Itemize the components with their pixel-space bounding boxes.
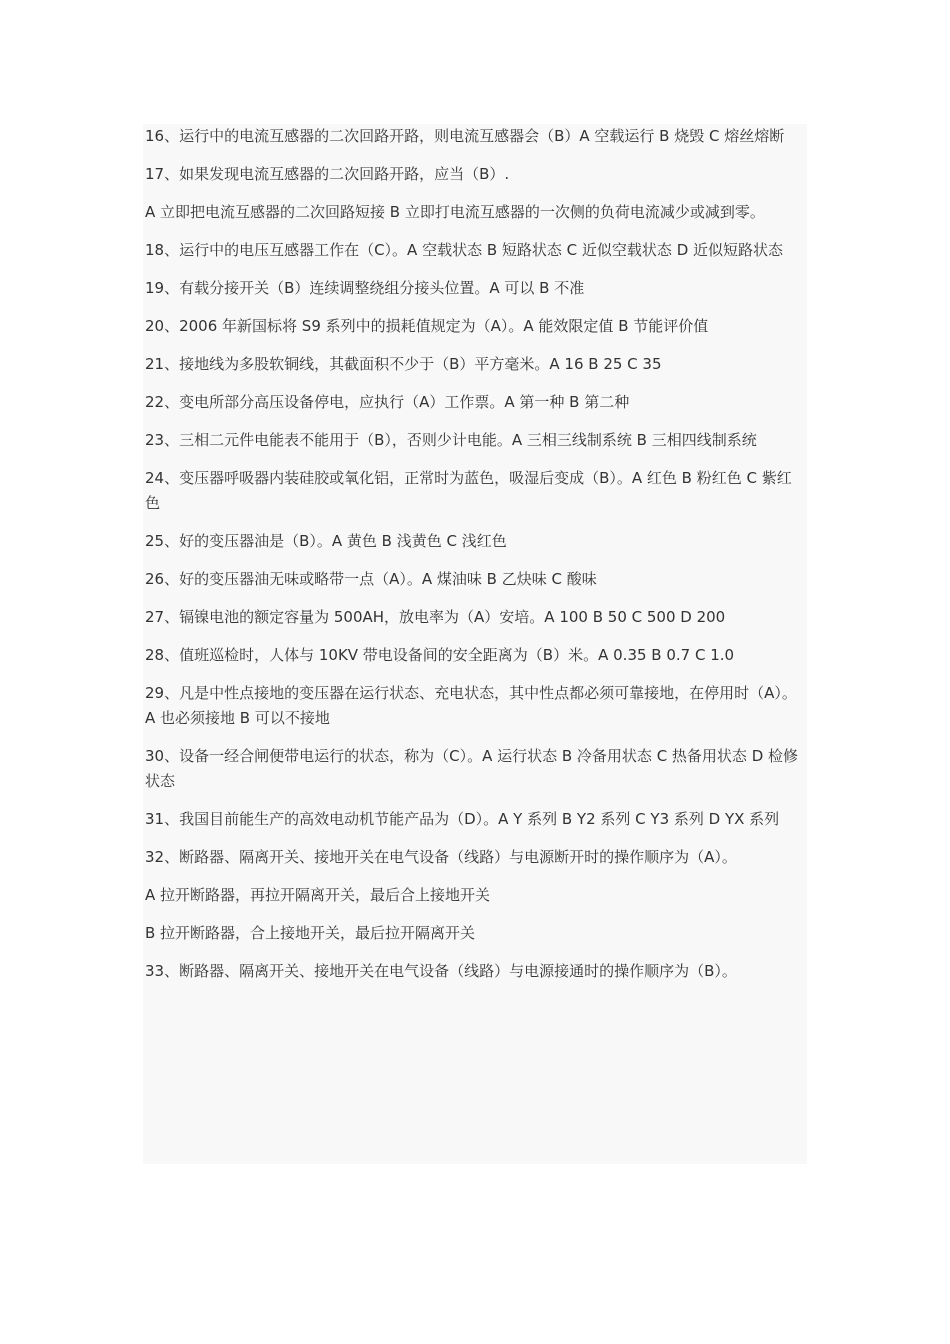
question-17: 17、如果发现电流互感器的二次回路开路，应当（B）. [145, 165, 510, 183]
question-32: 32、断路器、隔离开关、接地开关在电气设备（线路）与电源断开时的操作顺序为（A）。 [145, 848, 737, 866]
question-23: 23、三相二元件电能表不能用于（B），否则少计电能。A 三相三线制系统 B 三相四线制系统 [145, 431, 757, 449]
question-18: 18、运行中的电压互感器工作在（C）。A 空载状态 B 短路状态 C 近似空载状态 D 近似短路状态 [145, 241, 784, 259]
question-26: 26、好的变压器油无味或略带一点（A）。A 煤油味 B 乙炔味 C 酸味 [145, 570, 597, 588]
question-27: 27、镉镍电池的额定容量为 500AH，放电率为（A）安培。A 100 B 50 C 500 D 200 [145, 608, 726, 626]
question-28: 28、值班巡检时，人体与 10KV 带电设备间的安全距离为（B）米。A 0.35 B 0.7 C 1.0 [145, 646, 735, 664]
question-32-option-b: B 拉开断路器，合上接地开关，最后拉开隔离开关 [145, 924, 476, 942]
question-32-option-a: A 拉开断路器，再拉开隔离开关，最后合上接地开关 [145, 886, 491, 904]
question-22: 22、变电所部分高压设备停电，应执行（A）工作票。A 第一种 B 第二种 [145, 393, 630, 411]
question-16: 16、运行中的电流互感器的二次回路开路，则电流互感器会（B）A 空载运行 B 烧毁 C 熔丝熔断 [145, 127, 785, 145]
question-24: 24、变压器呼吸器内装硅胶或氧化铝，正常时为蓝色，吸湿后变成（B）。A 红色 B 粉红色 C 紫红色 [145, 469, 792, 512]
question-33: 33、断路器、隔离开关、接地开关在电气设备（线路）与电源接通时的操作顺序为（B）。 [145, 962, 737, 980]
document-body [143, 124, 807, 1164]
question-17-options: A 立即把电流互感器的二次回路短接 B 立即打电流互感器的一次侧的负荷电流减少或减到零。 [145, 203, 765, 221]
question-20: 20、2006 年新国标将 S9 系列中的损耗值规定为（A）。A 能效限定值 B 节能评价值 [145, 317, 709, 335]
question-21: 21、接地线为多股软铜线，其截面积不少于（B）平方毫米。A 16 B 25 C 35 [145, 355, 662, 373]
question-30: 30、设备一经合闸便带电运行的状态，称为（C）。A 运行状态 B 冷备用状态 C 热备用状态 D 检修状态 [145, 747, 799, 790]
question-19: 19、有载分接开关（B）连续调整绕组分接头位置。A 可以 B 不准 [145, 279, 585, 297]
question-25: 25、好的变压器油是（B）。A 黄色 B 浅黄色 C 浅红色 [145, 532, 507, 550]
question-29: 29、凡是中性点接地的变压器在运行状态、充电状态，其中性点都必须可靠接地，在停用时（A）。A 也必须接地 B 可以不接地 [145, 684, 797, 727]
question-31: 31、我国目前能生产的高效电动机节能产品为（D）。A Y 系列 B Y2 系列 C Y3 系列 D YX 系列 [145, 810, 780, 828]
